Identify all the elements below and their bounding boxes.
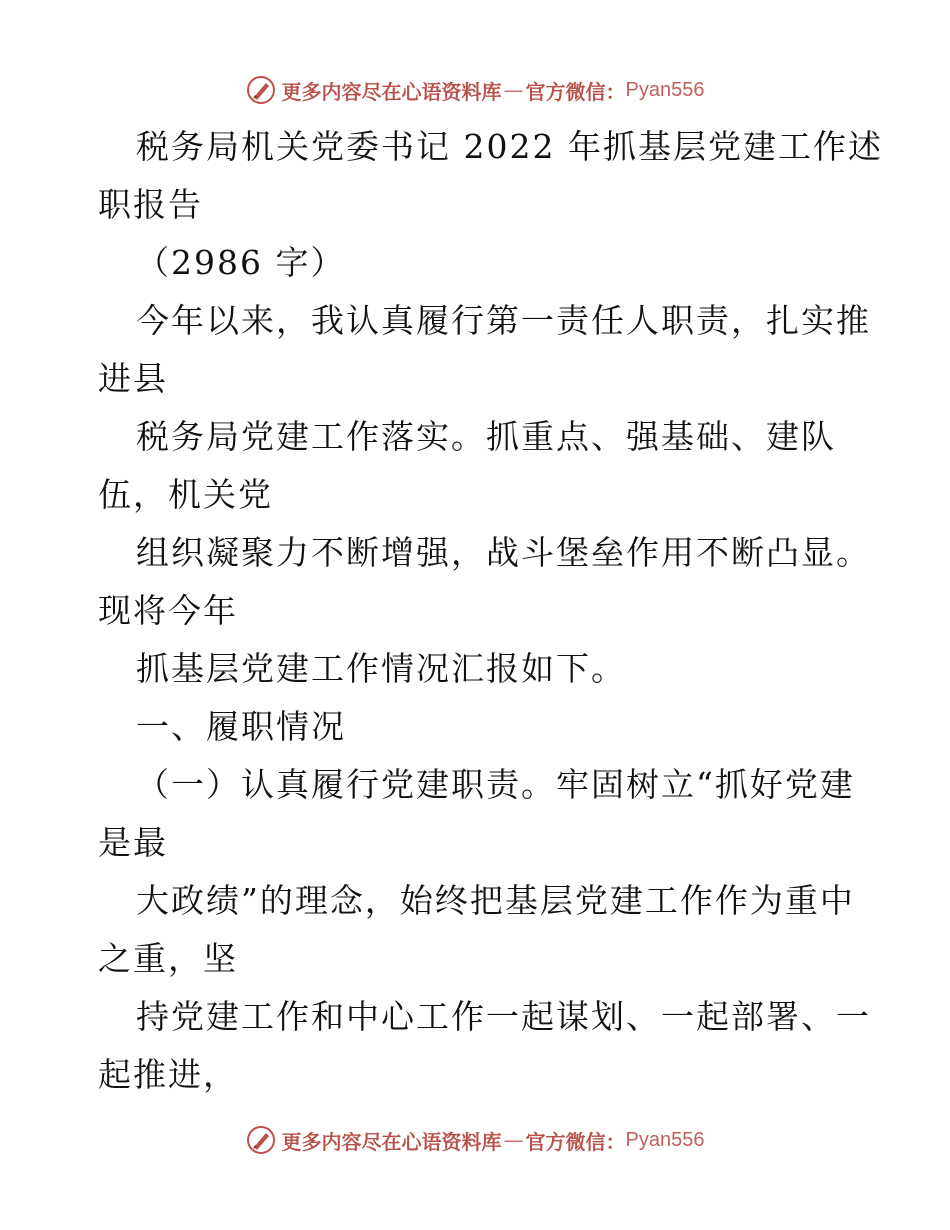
- text-line: 伍，机关党: [98, 475, 273, 514]
- text-line: 税务局机关党委书记 2022 年抓基层党建工作述: [136, 127, 883, 166]
- text-line: 起推进，: [98, 1055, 238, 1094]
- watermark-footer: [0, 1120, 950, 1160]
- text-line: 税务局党建工作落实。抓重点、强基础、建队: [136, 417, 836, 456]
- text-line: 组织凝聚力不断增强，战斗堡垒作用不断凸显。: [136, 533, 871, 572]
- text-line: 之重，坚: [98, 939, 238, 978]
- watermark-wechat-label: 官方微信：: [525, 79, 626, 104]
- pen-logo-icon: [246, 1125, 276, 1155]
- text-line: 职报告: [98, 185, 203, 224]
- watermark-main-text: 更多内容尽在心语资料库: [281, 79, 502, 104]
- watermark-wechat-id: Pyan556: [625, 78, 705, 101]
- watermark-wechat-label: 官方微信：: [525, 1129, 626, 1154]
- watermark-separator: —: [503, 1128, 524, 1152]
- text-line: 今年以来，我认真履行第一责任人职责，扎实推: [136, 301, 871, 340]
- text-line: 一、履职情况: [136, 707, 346, 746]
- document-body: [98, 118, 883, 1104]
- pen-logo-icon: [246, 75, 276, 105]
- text-line: （一）认真履行党建职责。牢固树立“抓好党建: [136, 765, 855, 804]
- watermark-header: [0, 70, 950, 110]
- text-line: 进县: [98, 359, 168, 398]
- watermark-main-text: 更多内容尽在心语资料库: [281, 1129, 502, 1154]
- text-line: 抓基层党建工作情况汇报如下。: [136, 649, 626, 688]
- watermark-separator: —: [503, 78, 524, 102]
- text-line: 现将今年: [98, 591, 238, 630]
- text-line: 大政绩”的理念，始终把基层党建工作作为重中: [136, 881, 855, 920]
- text-line: 是最: [98, 823, 168, 862]
- watermark-wechat-id: Pyan556: [625, 1128, 705, 1151]
- text-line: （2986 字）: [136, 243, 346, 282]
- text-line: 持党建工作和中心工作一起谋划、一起部署、一: [136, 997, 871, 1036]
